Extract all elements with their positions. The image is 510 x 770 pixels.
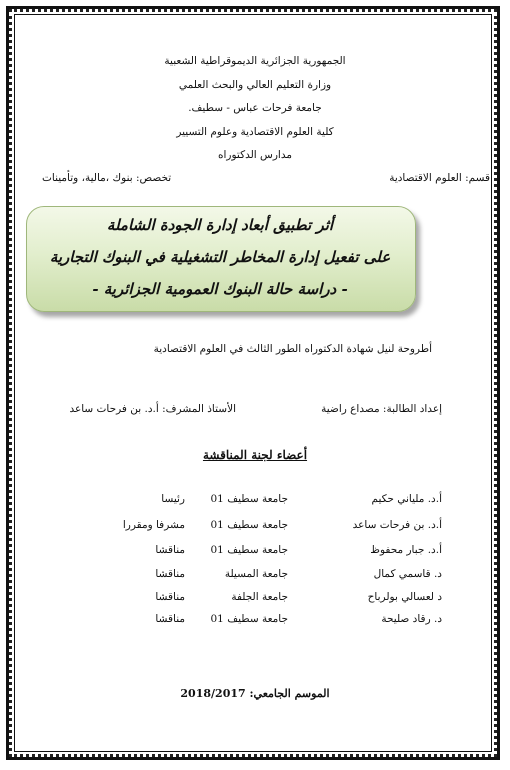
committee-heading: أعضاء لجنة المناقشة [202,448,308,462]
committee-row [0,610,510,628]
thesis-title-line-2: على تفعيل إدارة المخاطر التشغيلية في البنوك التجارية [49,248,391,266]
thesis-title-line-3: - دراسة حالة البنوك العمومية الجزائرية - [92,280,348,298]
member-role: مشرفا ومقررا [122,519,185,531]
republic-line: الجمهورية الجزائرية الديموقراطية الشعبية [164,55,346,67]
supervisor-name: الأستاذ المشرف: أ.د. بن فرحات ساعد [69,403,236,415]
member-role: مناقشا [155,568,185,580]
committee-row [0,565,510,583]
member-university: جامعة سطيف 01 [210,613,288,625]
member-university: جامعة سطيف 01 [210,519,288,531]
member-role: مناقشا [155,613,185,625]
member-name: أ.د. جبار محفوظ [370,544,442,556]
student-name: إعداد الطالبة: مصداع راضية [321,403,442,415]
committee-row [0,516,510,534]
member-role: مناقشا [155,591,185,603]
committee-row [0,541,510,559]
thesis-purpose: أطروحة لنيل شهادة الدكتوراه الطور الثالث في العلوم الاقتصادية [153,343,432,355]
university-line: جامعة فرحات عباس - سطيف. [188,102,322,114]
committee-row [0,490,510,508]
thesis-title-line-1: أثر تطبيق أبعاد إدارة الجودة الشاملة [106,216,334,234]
member-name: أ.د. بن فرحات ساعد [352,519,442,531]
specialty-label: تخصص: بنوك ،مالية، وتأمينات [42,172,172,184]
committee-row [0,588,510,606]
member-role: رئيسا [161,493,185,505]
member-name: د. رقاد صليحة [381,613,442,625]
ministry-line: وزارة التعليم العالي والبحث العلمي [178,79,332,91]
member-university: جامعة المسيلة [224,568,288,580]
member-university: جامعة الجلفة [231,591,288,603]
member-university: جامعة سطيف 01 [210,493,288,505]
member-university: جامعة سطيف 01 [210,544,288,556]
school-line: مدارس الدكتوراه [218,149,292,161]
member-name: أ.د. ملياني حكيم [371,493,442,505]
faculty-line: كلية العلوم الاقتصادية وعلوم التسيير [176,126,334,138]
academic-season: الموسم الجامعي: 2018/2017 [180,687,330,700]
member-name: د. قاسمي كمال [373,568,442,580]
member-name: د لعسالي بولرباح [367,591,442,603]
member-role: مناقشا [155,544,185,556]
department-label: قسم: العلوم الاقتصادية [389,172,490,184]
